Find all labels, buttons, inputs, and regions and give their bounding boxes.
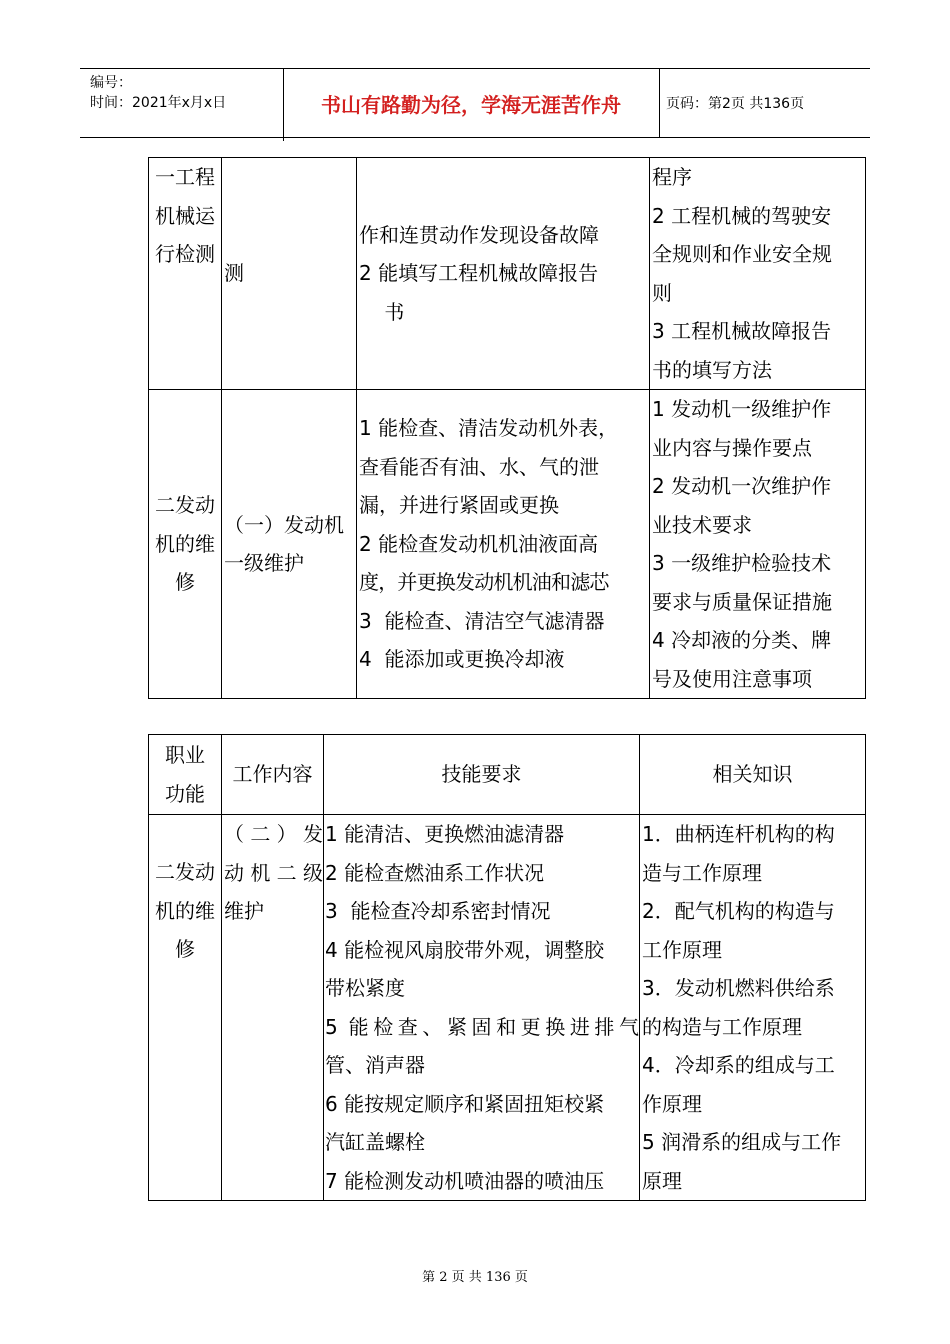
page-header xyxy=(80,68,870,138)
skill-line: 3 能检查、清洁空气滤清器 xyxy=(359,608,605,633)
knowledge-line: 程序 xyxy=(652,165,692,189)
knowledge-line: 3 一级维护检验技术 xyxy=(652,551,832,575)
function-line: 一工程 xyxy=(155,165,215,189)
header-function xyxy=(149,735,222,815)
knowledge-line: 1．曲柄连杆机构的构 xyxy=(642,822,835,846)
content-line: 一级维护 xyxy=(224,551,304,575)
content-cell xyxy=(222,390,357,699)
skill-line: 2 能检查发动机机油液面高 xyxy=(359,531,599,556)
skills-cell xyxy=(357,390,650,699)
content-line: 动机二级 xyxy=(224,860,323,885)
skill-line: 查看能否有油、水、气的泄 xyxy=(359,454,599,479)
knowledge-line: 3．发动机燃料供给系 xyxy=(642,976,835,1000)
skills-cell xyxy=(357,158,650,390)
header-content: 工作内容 xyxy=(222,735,324,815)
knowledge-line: 2 工程机械的驾驶安 xyxy=(652,203,832,228)
skill-line: 书 xyxy=(359,299,405,324)
knowledge-line: 2．配气机构的构造与 xyxy=(642,899,835,923)
content-line: 测 xyxy=(224,261,244,286)
function-cell xyxy=(149,815,222,1201)
knowledge-line: 要求与质量保证措施 xyxy=(652,589,832,614)
table-header-row xyxy=(149,735,866,815)
content-cell xyxy=(222,158,357,390)
skills-table-continued xyxy=(148,157,866,699)
table-row xyxy=(149,390,866,699)
knowledge-line: 则 xyxy=(652,280,672,305)
header-meta xyxy=(80,69,284,141)
skill-line: 1 能检查、清洁发动机外表， xyxy=(359,416,619,441)
function-line: 行检测 xyxy=(155,242,215,266)
knowledge-line: 5 润滑系的组成与工作 xyxy=(642,1130,842,1154)
header-motto: 书山有路勤为径，学海无涯苦作舟 xyxy=(283,69,660,137)
skill-line: 2 能填写工程机械故障报告 xyxy=(359,261,599,286)
knowledge-line: 业内容与操作要点 xyxy=(652,435,812,460)
skill-line: 作和连贯动作发现设备故障 xyxy=(359,222,599,247)
function-line: 机的维 xyxy=(155,898,215,923)
table-row xyxy=(149,815,866,1201)
content-cell xyxy=(222,815,324,1201)
knowledge-cell xyxy=(650,158,866,390)
skill-line: 7 能检测发动机喷油器的喷油压 xyxy=(325,1168,605,1193)
knowledge-line: 作原理 xyxy=(642,1091,702,1116)
page-footer: 第 2 页 共 136 页 xyxy=(422,1270,528,1285)
skill-line: 管、消声器 xyxy=(325,1053,425,1077)
knowledge-line: 2 发动机一次维护作 xyxy=(652,474,832,498)
function-cell xyxy=(149,390,222,699)
skill-line: 汽缸盖螺栓 xyxy=(325,1130,425,1154)
skill-line: 带松紧度 xyxy=(325,976,405,1000)
skill-line: 漏，并进行紧固或更换 xyxy=(359,493,559,518)
skill-line: 5 能检查、紧固和更换进排气 xyxy=(325,1014,639,1039)
header-function-line: 职业 xyxy=(165,743,205,767)
function-line: 二发动 xyxy=(155,860,215,884)
header-knowledge: 相关知识 xyxy=(640,735,866,815)
knowledge-line: 1 发动机一级维护作 xyxy=(652,397,832,421)
function-cell xyxy=(149,158,222,390)
skills-cell xyxy=(324,815,640,1201)
skill-line: 4 能检视风扇胶带外观，调整胶 xyxy=(325,937,605,962)
knowledge-line: 4．冷却系的组成与工 xyxy=(642,1053,835,1077)
knowledge-line: 4 冷却液的分类、牌 xyxy=(652,628,832,652)
knowledge-line: 3 工程机械故障报告 xyxy=(652,319,832,343)
function-line: 修 xyxy=(175,570,195,595)
knowledge-line: 业技术要求 xyxy=(652,512,752,537)
header-function-line: 功能 xyxy=(165,781,205,806)
function-line: 修 xyxy=(175,937,195,961)
skill-line: 1 能清洁、更换燃油滤清器 xyxy=(325,822,565,846)
knowledge-cell xyxy=(650,390,866,699)
skills-table xyxy=(148,734,866,1201)
knowledge-cell xyxy=(640,815,866,1201)
knowledge-line: 造与工作原理 xyxy=(642,860,762,885)
time-label: 时间：2021年x月x日 xyxy=(90,95,227,111)
function-line: 机的维 xyxy=(155,531,215,556)
skill-line: 4 能添加或更换冷却液 xyxy=(359,647,565,672)
table-row xyxy=(149,158,866,390)
content-line: 维护 xyxy=(224,899,264,923)
skill-line: 3 能检查冷却系密封情况 xyxy=(325,899,551,923)
knowledge-line: 原理 xyxy=(642,1168,682,1193)
content-line: （二）发 xyxy=(224,822,323,846)
knowledge-line: 书的填写方法 xyxy=(652,357,772,382)
skill-line: 2 能检查燃油系工作状况 xyxy=(325,860,545,885)
knowledge-line: 的构造与工作原理 xyxy=(642,1014,802,1039)
function-line: 二发动 xyxy=(155,493,215,518)
content-line: （一）发动机 xyxy=(224,512,344,537)
knowledge-line: 号及使用注意事项 xyxy=(652,666,812,691)
header-skills: 技能要求 xyxy=(324,735,640,815)
knowledge-line: 全规则和作业安全规 xyxy=(652,242,832,266)
header-page-info: 页码：第2页 共136页 xyxy=(666,96,805,112)
function-line: 机械运 xyxy=(155,203,215,228)
knowledge-line: 工作原理 xyxy=(642,937,722,962)
number-label: 编号： xyxy=(90,75,132,91)
skill-line: 6 能按规定顺序和紧固扭矩校紧 xyxy=(325,1091,605,1116)
skill-line: 度，并更换发动机机油和滤芯 xyxy=(359,570,609,595)
